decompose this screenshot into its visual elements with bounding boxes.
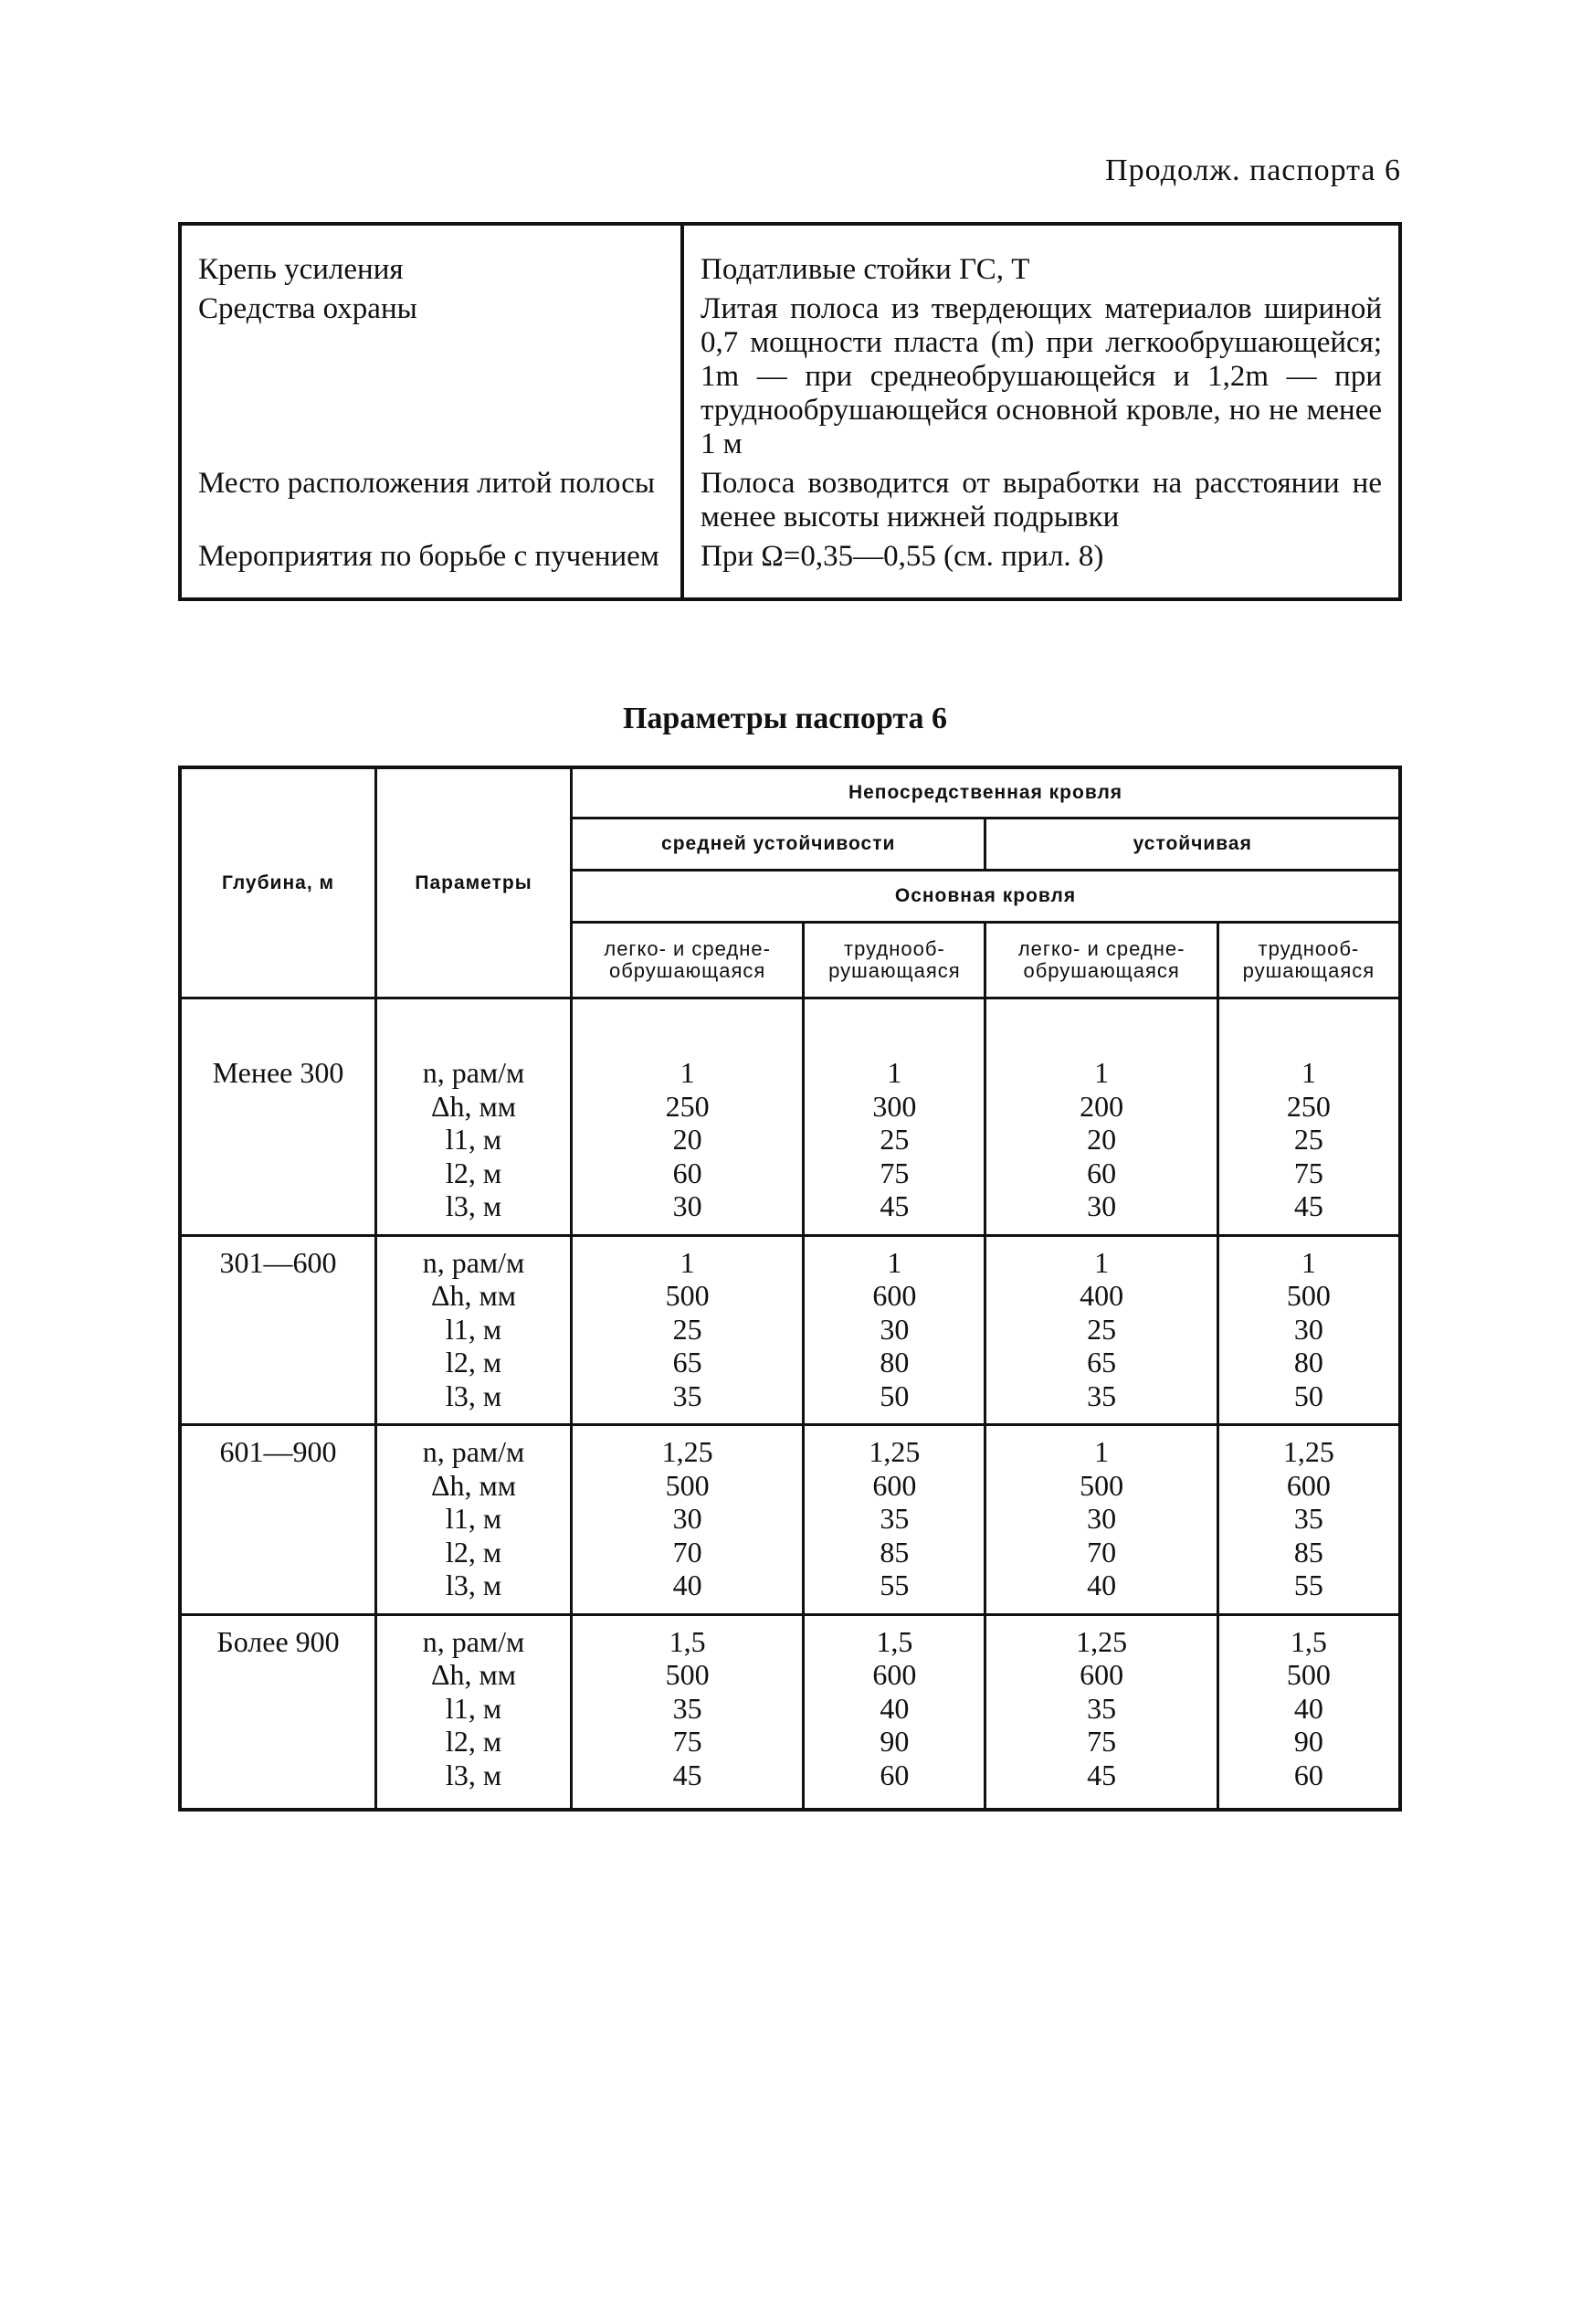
cell-value: 60 (1087, 1156, 1117, 1189)
cell-value: 400 (1080, 1279, 1124, 1312)
row-value: Литая полоса из твердеющих материалов шириной 0,7 мощности пласта (m) при легкообрушающейся; 1m — при среднеобрушающейся и 1,2m — при труднообрушающейся основной кровле, но не менее 1 м (701, 292, 1382, 460)
depth-cell: Более 900 (180, 1614, 376, 1810)
param-names-cell (376, 998, 572, 1236)
header-direct-roof: Непосредственная кровля (572, 767, 1401, 819)
cell-value: 80 (1293, 1346, 1323, 1379)
cell-value: 600 (1286, 1468, 1331, 1502)
param-name: n, рам/м (422, 1624, 525, 1658)
param-names-cell (376, 1425, 572, 1615)
header-params: Параметры (376, 767, 572, 998)
table-row (180, 537, 1400, 599)
cell-value: 1,25 (869, 1435, 921, 1468)
param-name: Δh, мм (430, 1089, 517, 1123)
cell-value: 45 (880, 1189, 910, 1222)
param-name: l2, м (445, 1535, 502, 1569)
cell-value: 500 (1080, 1468, 1124, 1502)
cell-value: 500 (665, 1279, 710, 1312)
cell-value: 40 (672, 1569, 702, 1601)
cell-value: 35 (672, 1691, 702, 1725)
cell-value: 1,5 (669, 1624, 706, 1658)
cell-value: 1 (1094, 1056, 1110, 1089)
row-label: Место расположения литой полосы (180, 464, 682, 537)
cell-value: 1 (680, 1056, 695, 1089)
param-name: Δh, мм (430, 1468, 517, 1502)
cell-value: 1 (1094, 1245, 1110, 1279)
cell-value: 45 (1293, 1189, 1323, 1222)
cell-value: 25 (880, 1123, 910, 1156)
cell-value: 600 (872, 1279, 917, 1312)
cell-value: 70 (1087, 1535, 1117, 1569)
header-easy-medium-1: легко- и средне-обрушающаяся (572, 923, 804, 998)
cell-value: 30 (672, 1189, 702, 1222)
depth-cell: Менее 300 (180, 998, 376, 1236)
cell-value: 600 (872, 1468, 917, 1502)
header-easy-medium-2: легко- и средне-обрушающаяся (985, 923, 1217, 998)
row-value: Полоса возводится от выработки на расстоянии не менее высоты нижней подрывки (701, 467, 1382, 533)
row-value: При Ω=0,35—0,55 (см. прил. 8) (701, 540, 1104, 573)
cell-value: 35 (1087, 1379, 1117, 1412)
cell-value: 300 (872, 1089, 917, 1123)
table-row (180, 1614, 1400, 1810)
cell-value: 75 (880, 1156, 910, 1189)
depth-cell: 601—900 (180, 1425, 376, 1615)
cell-value: 600 (872, 1658, 917, 1691)
cell-value: 60 (880, 1758, 910, 1791)
value-cell (572, 998, 804, 1236)
param-name: l3, м (445, 1379, 502, 1412)
cell-value: 1,25 (661, 1435, 713, 1468)
param-names-cell (376, 1614, 572, 1810)
cell-value: 1 (680, 1245, 695, 1279)
cell-value: 90 (1293, 1725, 1323, 1758)
cell-value: 65 (672, 1346, 702, 1379)
depth-cell: 301—600 (180, 1235, 376, 1425)
cell-value: 1,25 (1282, 1435, 1334, 1468)
cell-value: 65 (1087, 1346, 1117, 1379)
cell-value: 60 (672, 1156, 702, 1189)
cell-value: 1 (1094, 1435, 1110, 1468)
table-row (180, 1425, 1400, 1615)
cell-value: 40 (880, 1691, 910, 1725)
value-cell (804, 1235, 985, 1425)
cell-value: 30 (1087, 1189, 1117, 1222)
cell-value: 35 (672, 1379, 702, 1412)
cell-value: 45 (1087, 1758, 1117, 1791)
cell-value: 75 (1087, 1725, 1117, 1758)
section-title: Параметры паспорта 6 (622, 702, 948, 735)
cell-value: 40 (1087, 1569, 1117, 1601)
cell-value: 1 (887, 1056, 902, 1089)
cell-value: 1 (1301, 1056, 1316, 1089)
cell-value: 45 (672, 1758, 702, 1791)
value-cell (985, 1425, 1217, 1615)
row-label: Средства охраны (180, 290, 682, 464)
param-name: Δh, мм (430, 1279, 517, 1312)
header-depth: Глубина, м (180, 767, 376, 998)
cell-value: 250 (1286, 1089, 1331, 1123)
param-name: l1, м (445, 1123, 502, 1156)
table-row (180, 224, 1400, 290)
parameters-table-body (180, 998, 1400, 1811)
param-name: n, рам/м (422, 1245, 525, 1279)
cell-value: 1,5 (1290, 1624, 1327, 1658)
cell-value: 30 (1293, 1312, 1323, 1346)
cell-value: 70 (672, 1535, 702, 1569)
running-head: Продолж. паспорта 6 (1105, 153, 1401, 187)
table-row (180, 290, 1400, 464)
cell-value: 250 (665, 1089, 710, 1123)
cell-value: 500 (665, 1468, 710, 1502)
table-row (180, 1235, 1400, 1425)
cell-value: 35 (1087, 1691, 1117, 1725)
param-name: l1, м (445, 1502, 502, 1535)
passport-continuation-table (178, 222, 1402, 601)
param-name: l3, м (445, 1189, 502, 1222)
param-name: l2, м (445, 1346, 502, 1379)
cell-value: 35 (880, 1502, 910, 1535)
value-cell (1217, 1235, 1400, 1425)
cell-value: 25 (1293, 1123, 1323, 1156)
param-name: l2, м (445, 1156, 502, 1189)
cell-value: 30 (880, 1312, 910, 1346)
cell-value: 1,5 (876, 1624, 913, 1658)
cell-value: 30 (1087, 1502, 1117, 1535)
cell-value: 40 (1293, 1691, 1323, 1725)
param-name: l2, м (445, 1725, 502, 1758)
value-cell (572, 1614, 804, 1810)
value-cell (1217, 998, 1400, 1236)
cell-value: 500 (1286, 1658, 1331, 1691)
cell-value: 1,25 (1076, 1624, 1128, 1658)
cell-value: 55 (880, 1569, 910, 1601)
cell-value: 600 (1080, 1658, 1124, 1691)
cell-value: 55 (1293, 1569, 1323, 1601)
param-name: l1, м (445, 1312, 502, 1346)
cell-value: 80 (880, 1346, 910, 1379)
cell-value: 85 (1293, 1535, 1323, 1569)
value-cell (1217, 1425, 1400, 1615)
row-label: Крепь усиления (180, 224, 682, 290)
header-stable: устойчивая (985, 819, 1400, 871)
value-cell (1217, 1614, 1400, 1810)
value-cell (985, 1235, 1217, 1425)
header-hard-2: труднооб-рушающаяся (1217, 923, 1400, 998)
cell-value: 35 (1293, 1502, 1323, 1535)
cell-value: 25 (672, 1312, 702, 1346)
row-value: Податливые стойки ГС, Т (701, 253, 1030, 286)
header-main-roof: Основная кровля (572, 871, 1401, 923)
row-label: Мероприятия по борьбе с пучением (180, 537, 682, 599)
cell-value: 75 (1293, 1156, 1323, 1189)
param-name: l3, м (445, 1758, 502, 1791)
param-name: n, рам/м (422, 1435, 525, 1468)
table-row (180, 998, 1400, 1236)
cell-value: 60 (1293, 1758, 1323, 1791)
header-hard-1: труднооб-рушающаяся (804, 923, 985, 998)
param-name: n, рам/м (422, 1056, 525, 1089)
cell-value: 500 (1286, 1279, 1331, 1312)
value-cell (804, 1614, 985, 1810)
param-name: Δh, мм (430, 1658, 517, 1691)
header-medium-stability: средней устойчивости (572, 819, 985, 871)
cell-value: 20 (1087, 1123, 1117, 1156)
value-cell (804, 1425, 985, 1615)
value-cell (985, 998, 1217, 1236)
cell-value: 25 (1087, 1312, 1117, 1346)
cell-value: 20 (672, 1123, 702, 1156)
param-name: l1, м (445, 1691, 502, 1725)
cell-value: 1 (887, 1245, 902, 1279)
cell-value: 200 (1080, 1089, 1124, 1123)
cell-value: 85 (880, 1535, 910, 1569)
cell-value: 500 (665, 1658, 710, 1691)
cell-value: 30 (672, 1502, 702, 1535)
cell-value: 1 (1301, 1245, 1316, 1279)
parameters-table (178, 766, 1402, 1812)
cell-value: 50 (880, 1379, 910, 1412)
cell-value: 75 (672, 1725, 702, 1758)
value-cell (985, 1614, 1217, 1810)
value-cell (572, 1235, 804, 1425)
value-cell (572, 1425, 804, 1615)
cell-value: 90 (880, 1725, 910, 1758)
param-name: l3, м (445, 1569, 502, 1601)
param-names-cell (376, 1235, 572, 1425)
cell-value: 50 (1293, 1379, 1323, 1412)
value-cell (804, 998, 985, 1236)
table-row (180, 464, 1400, 537)
